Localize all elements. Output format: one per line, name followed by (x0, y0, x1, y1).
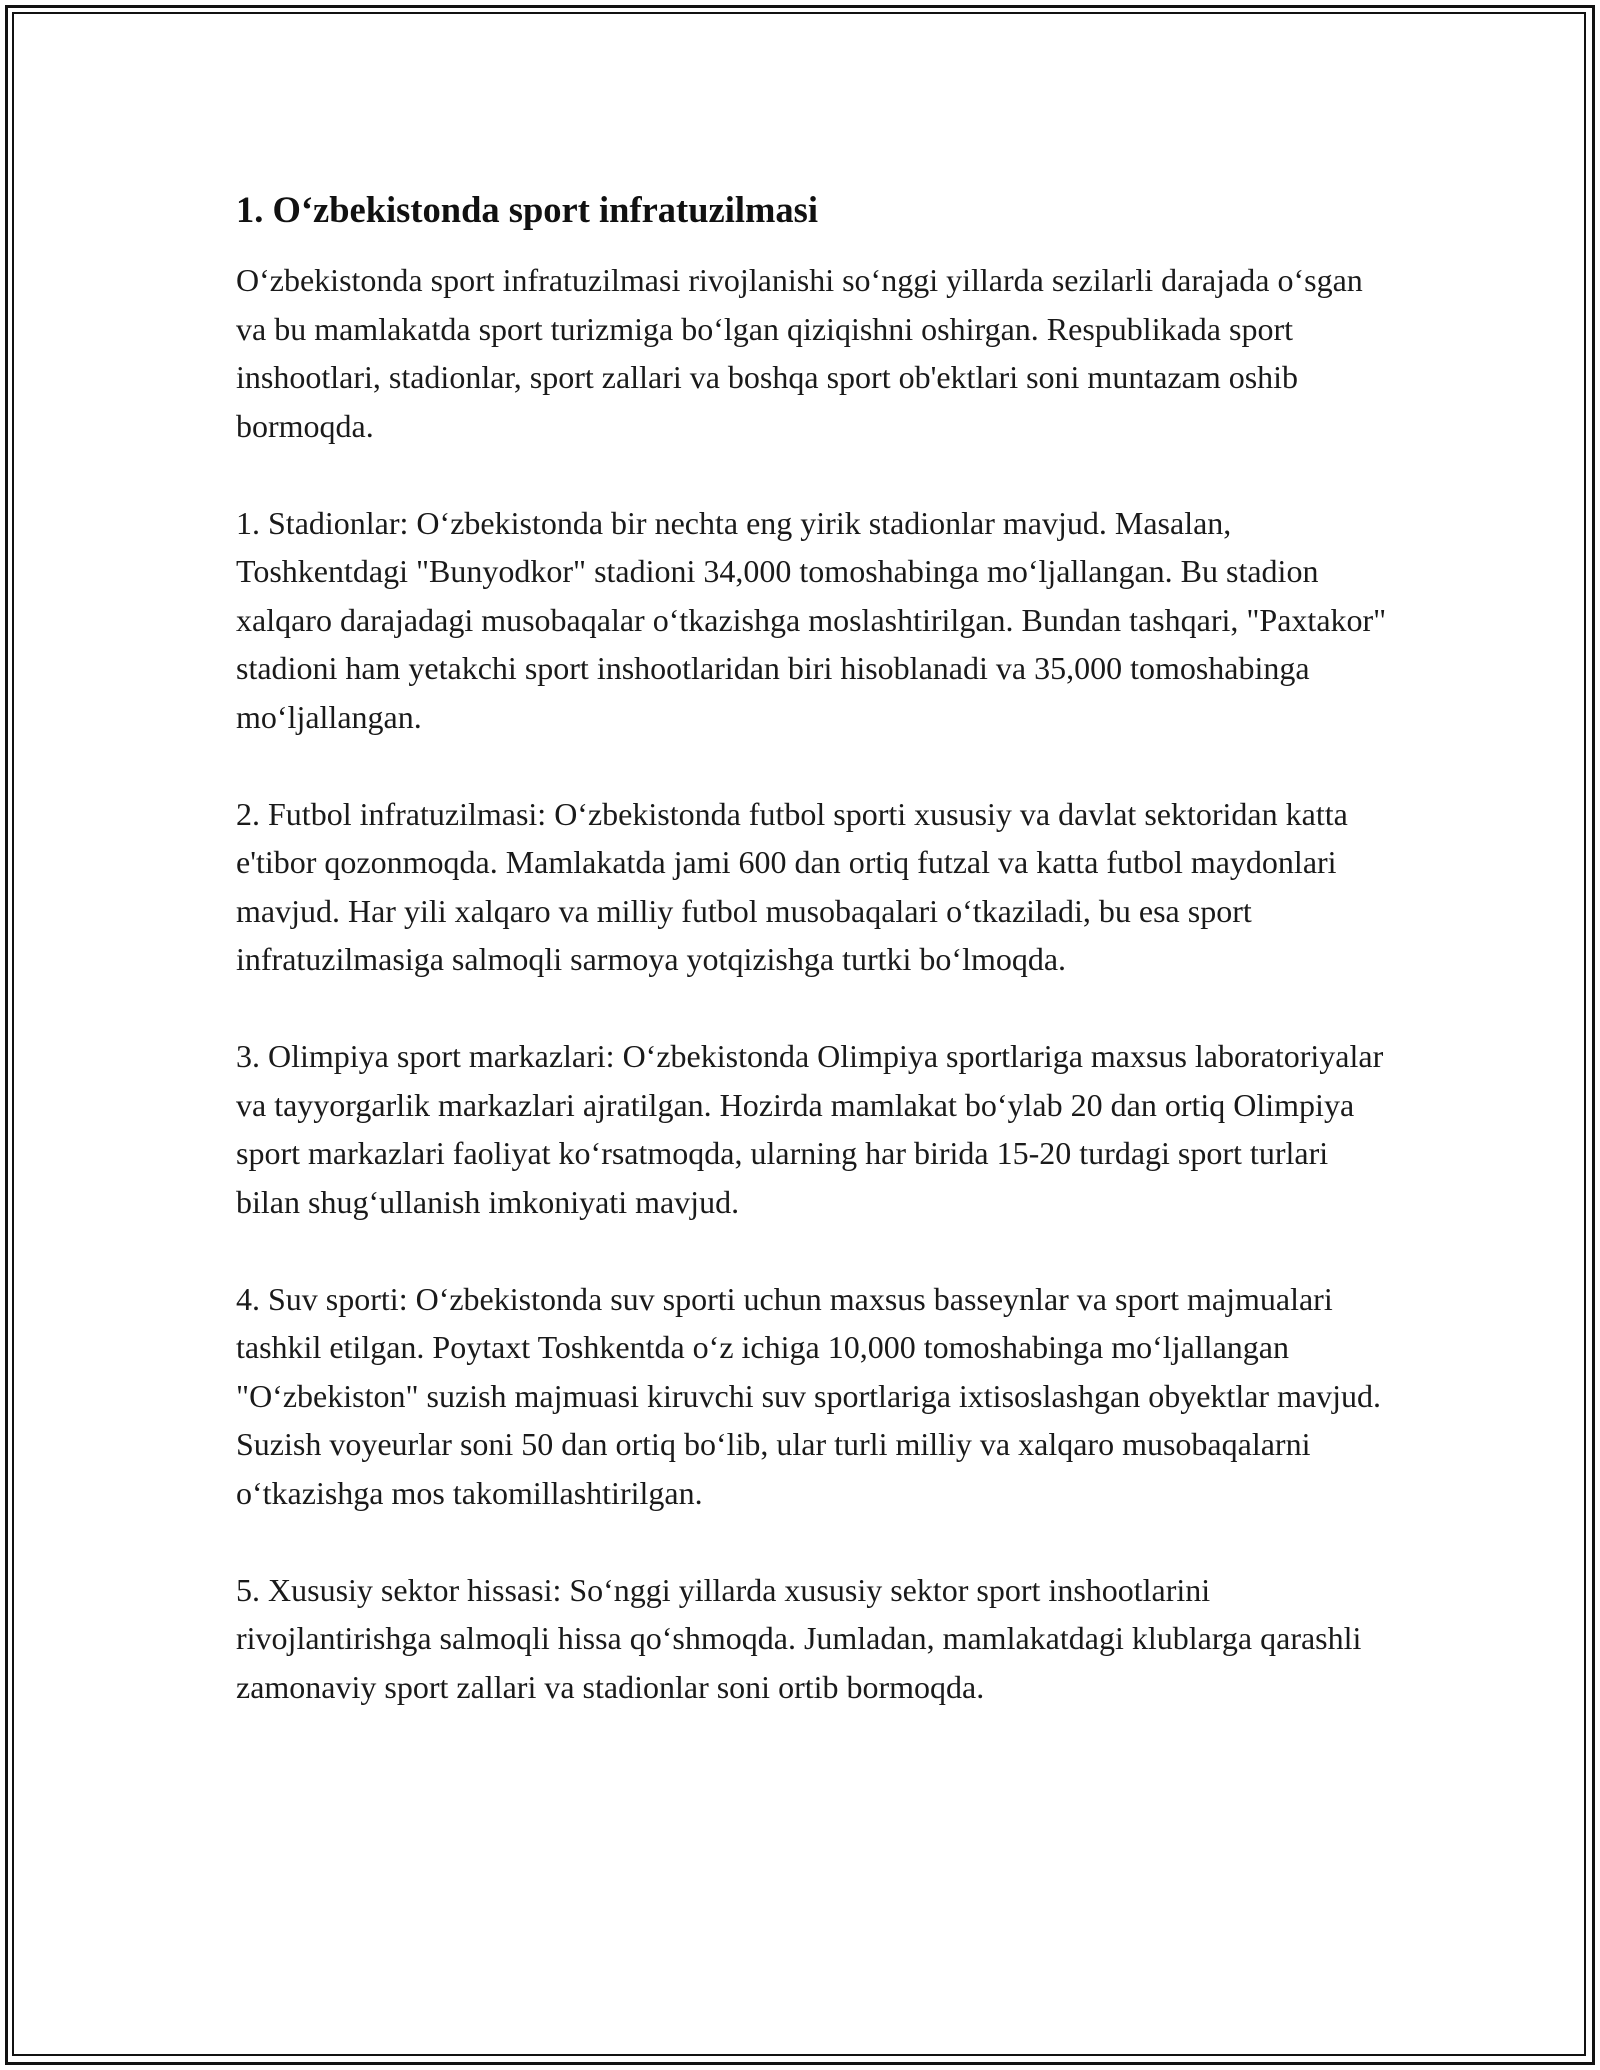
document-body (236, 186, 1396, 1760)
page-title: 1. O‘zbekistonda sport infratuzilmasi (236, 189, 818, 230)
paragraph-intro: O‘zbekistonda sport infratuzilmasi rivojlanishi so‘nggi yillarda sezilarli darajada o‘sgan va bu mamlakatda sport turizmiga bo‘lgan qiziqishni oshirgan. Respublikada sport inshootlari, stadionlar, sport zallari va boshqa sport ob'ektlari soni muntazam oshib bormoqda. (236, 262, 1363, 444)
paragraph-stadiums: 1. Stadionlar: O‘zbekistonda bir nechta eng yirik stadionlar mavjud. Masalan, Toshkentdagi "Bunyodkor" stadioni 34,000 tomoshabinga mo‘ljallangan. Bu stadion xalqaro darajadagi musobaqalar o‘tkazishga moslashtirilgan. Bundan tashqari, "Paxtakor" stadioni ham yetakchi sport inshootlaridan biri hisoblanadi va 35,000 tomoshabinga mo‘ljallangan. (236, 504, 1387, 735)
paragraph-private-sector: 5. Xususiy sektor hissasi: So‘nggi yillarda xususiy sektor sport inshootlarini rivojlantirishga salmoqli hissa qo‘shmoqda. Jumladan, mamlakatdagi klublarga qarashli zamonaviy sport zallari va stadionlar soni ortib bormoqda. (236, 1571, 1362, 1705)
paragraph-water-sports: 4. Suv sporti: O‘zbekistonda suv sporti uchun maxsus basseynlar va sport majmualari tashkil etilgan. Poytaxt Toshkentda o‘z ichiga 10,000 tomoshabinga mo‘ljallangan "O‘zbekiston" suzish majmuasi kiruvchi suv sportlariga ixtisoslashgan obyektlar mavjud. Suzish voyeurlar soni 50 dan ortiq bo‘lib, ular turli milliy va xalqaro musobaqalarni o‘tkazishga mos takomillashtirilgan. (236, 1280, 1382, 1511)
paragraph-football-infrastructure: 2. Futbol infratuzilmasi: O‘zbekistonda futbol sporti xususiy va davlat sektoridan katta e'tibor qozonmoqda. Mamlakatda jami 600 dan ortiq futzal va katta futbol maydonlari mavjud. Har yili xalqaro va milliy futbol musobaqalari o‘tkaziladi, bu esa sport infratuzilmasiga salmoqli sarmoya yotqizishga turtki bo‘lmoqda. (236, 795, 1348, 977)
paragraph-olympic-centers: 3. Olimpiya sport markazlari: O‘zbekistonda Olimpiya sportlariga maxsus laboratoriyalar va tayyorgarlik markazlari ajratilgan. Hozirda mamlakat bo‘ylab 20 dan ortiq Olimpiya sport markazlari faoliyat ko‘rsatmoqda, ularning har birida 15-20 turdagi sport turlari bilan shug‘ullanish imkoniyati mavjud. (236, 1038, 1384, 1220)
